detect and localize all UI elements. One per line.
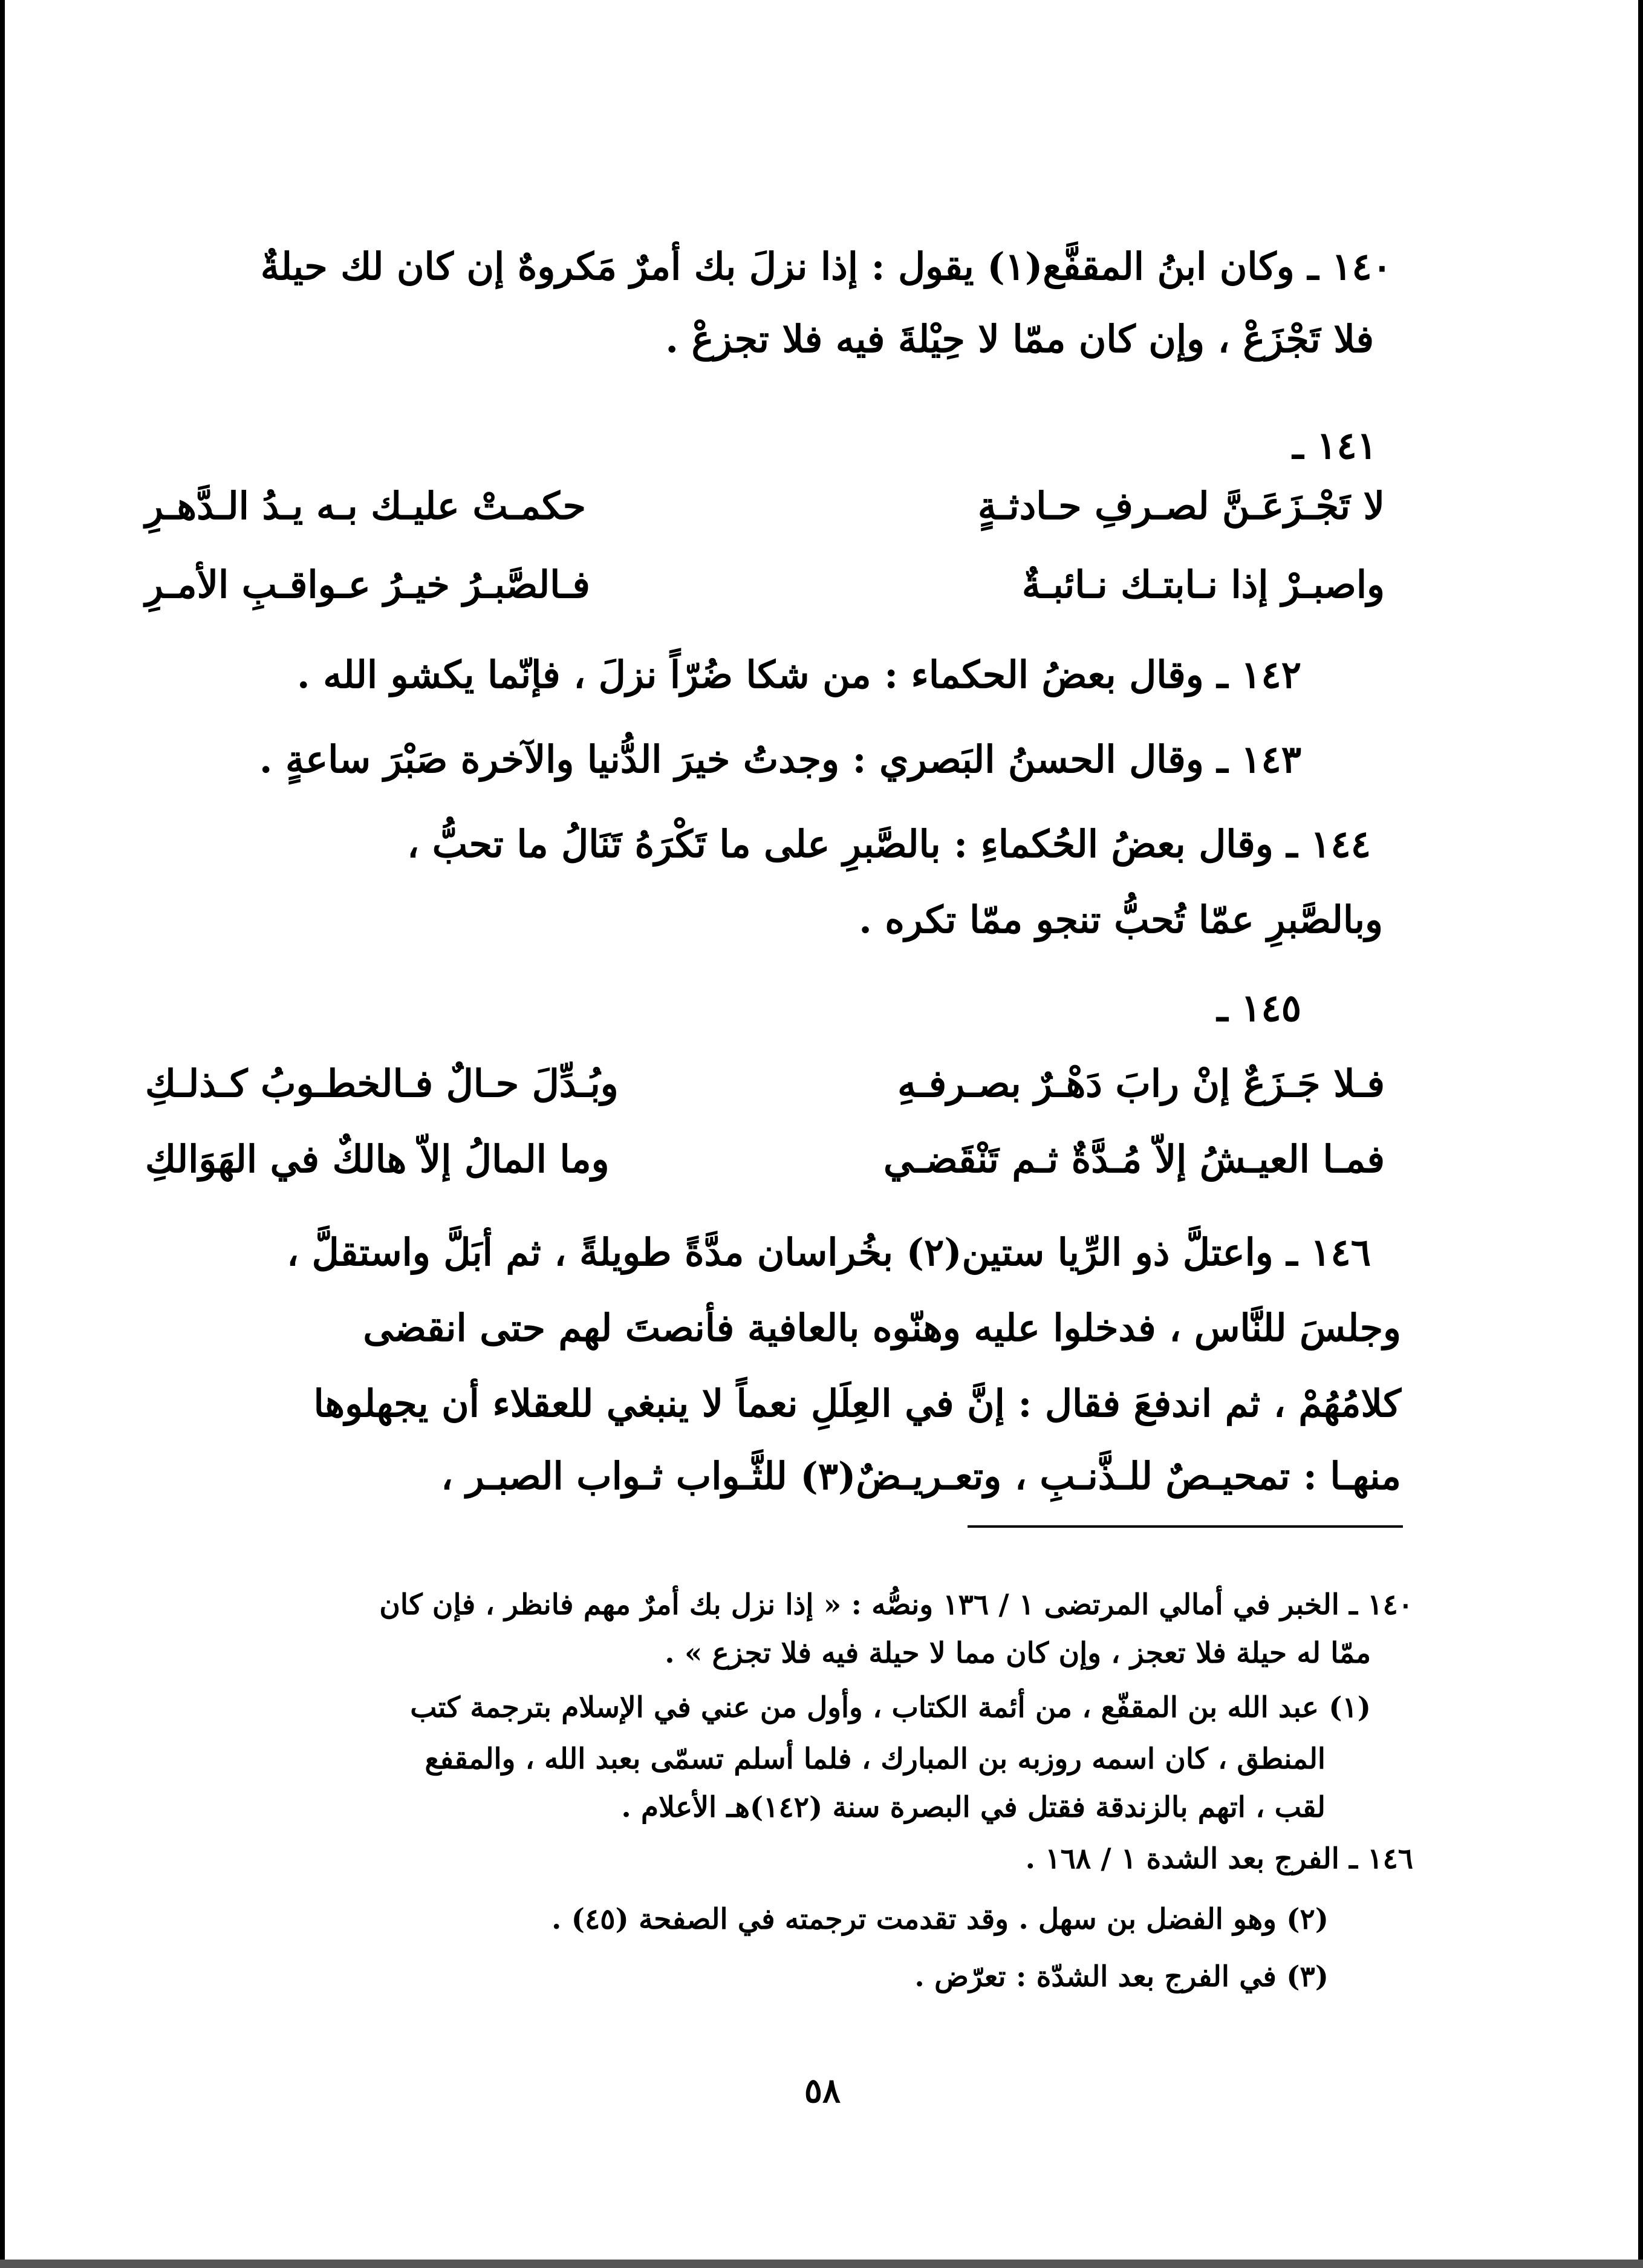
entry-144-line-2: وبالصَّبرِ عمّا تُحبُّ تنجو ممّا تكره . xyxy=(859,898,1383,942)
footnote-140-line-2: ممّا له حيلة فلا تعجز ، وإن كان مما لا حيلة فيه فلا تجزع » . xyxy=(665,1637,1371,1670)
footnote-2: (٢) وهو الفضل بن سهل . وقد تقدمت ترجمته في الصفحة (٤٥) . xyxy=(551,1903,1329,1936)
verse-141-line-1 xyxy=(145,484,1385,528)
footnote-1-line-2: المنطق ، كان اسمه روزبه بن المبارك ، فلما أسلم تسمّى بعبد الله ، والمقفع xyxy=(425,1742,1326,1776)
verse-hemistich-left: وما المالُ إلاّ هالكٌ في الهَوَالكِ xyxy=(145,1137,610,1181)
entry-146-line-3: كلامُهُمْ ، ثم اندفعَ فقال : إنَّ في العِلَلِ نعماً لا ينبغي للعقلاء أن يجهلوها xyxy=(313,1381,1401,1426)
verse-hemistich-right: واصبـرْ إذا نـابتـك نـائبـةٌ xyxy=(1021,562,1385,607)
footnote-separator xyxy=(968,1525,1403,1528)
entry-146-line-4: منهـا : تمحيـصٌ للـذَّنـبِ ، وتعـريـضٌ(٣) للثَّـواب ثـواب الصبـر ، xyxy=(441,1454,1401,1498)
entry-142: ١٤٢ ـ وقال بعضُ الحكماء : من شكا ضُرّاً نزلَ ، فإنّما يكشو الله . xyxy=(297,653,1301,697)
verse-hemistich-left: وبُـدِّلَ حـالٌ فـالخطـوبُ كـذلـكِ xyxy=(145,1061,619,1106)
verse-145-line-1 xyxy=(145,1061,1385,1106)
footnote-1-line-3: لقب ، اتهم بالزندقة فقتل في البصرة سنة (١٤٢)هـ الأعلام . xyxy=(621,1791,1326,1824)
verse-hemistich-right: لا تَجْـزَعَـنَّ لصـرفِ حـادثـةٍ xyxy=(977,484,1385,528)
verse-hemistich-right: فمـا العيـشُ إلاّ مُـدَّةٌ ثـم تَنْقَضـي xyxy=(883,1137,1385,1181)
entry-146-line-1: ١٤٦ ـ واعتلَّ ذو الرِّيا ستين(٢) بخُراسان مدَّةً طويلةً ، ثم أبَلَّ واستقلَّ ، xyxy=(287,1230,1371,1274)
entry-140-line-2: فلا تَجْزَعْ ، وإن كان ممّا لا حِيْلةَ فيه فلا تجزعْ . xyxy=(665,317,1374,361)
verse-hemistich-right: فـلا جَـزَعٌ إنْ رابَ دَهْـرٌ بصـرفـهِ xyxy=(897,1061,1385,1106)
entry-141-heading: ١٤١ ـ xyxy=(1292,423,1377,468)
footnote-3: (٣) في الفرج بعد الشدّة : تعرّض . xyxy=(914,1960,1329,1993)
verse-hemistich-left: فـالصَّبـرُ خيـرُ عـواقـبِ الأمـرِ xyxy=(145,562,590,607)
footnote-146: ١٤٦ ـ الفرج بعد الشدة ١ / ١٦٨ . xyxy=(1025,1842,1413,1875)
entry-143: ١٤٣ ـ وقال الحسنُ البَصري : وجدتُ خيرَ الدُّنيا والآخرة صَبْرَ ساعةٍ . xyxy=(259,737,1301,781)
footnote-1-line-1: (١) عبد الله بن المقفّع ، من أئمة الكتاب ، وأول من عني في الإسلام بترجمة كتب xyxy=(410,1691,1371,1724)
scan-edge-left xyxy=(0,0,5,2268)
entry-146-line-2: وجلسَ للنَّاس ، فدخلوا عليه وهنّوه بالعافية فأنصتَ لهم حتى انقضى xyxy=(363,1306,1401,1350)
footnote-140-line-1: ١٤٠ ـ الخبر في أمالي المرتضى ١ / ١٣٦ ونصُّه : « إذا نزل بك أمرٌ مهم فانظر ، فإن كان xyxy=(379,1588,1413,1621)
verse-145-line-2 xyxy=(145,1137,1385,1181)
verse-141-line-2 xyxy=(145,562,1385,607)
page-number: ٥٨ xyxy=(804,2071,841,2111)
entry-145-heading: ١٤٥ ـ xyxy=(1217,986,1301,1030)
verse-hemistich-left: حكمـتْ عليـك بـه يـدُ الـدَّهـرِ xyxy=(145,484,586,528)
entry-140-line-1: ١٤٠ ـ وكان ابنُ المقفَّع(١) يقول : إذا نزلَ بك أمرٌ مَكروهٌ إن كان لك حيلةٌ xyxy=(260,244,1392,288)
scan-edge-bottom xyxy=(0,2260,1643,2268)
scan-edge-right xyxy=(1638,0,1643,2268)
entry-144-line-1: ١٤٤ ـ وقال بعضُ الحُكماءِ : بالصَّبرِ على ما تَكْرَهُ تَنَالُ ما تحبُّ ، xyxy=(407,822,1371,866)
